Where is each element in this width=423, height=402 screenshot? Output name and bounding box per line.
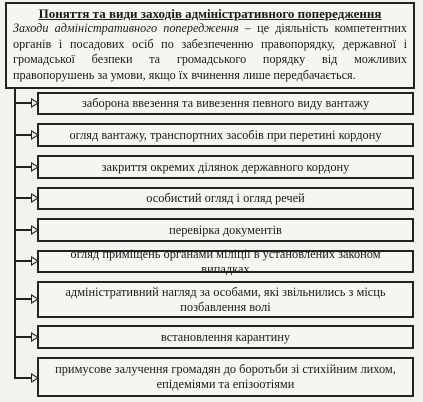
definition-term: Заходи адміністративного попередження [13,21,239,35]
item-box-2 [37,123,414,147]
arrow-5 [14,229,37,231]
arrow-7 [14,298,37,300]
item-box-3 [37,155,414,179]
item-box-5 [37,218,414,242]
connector-spine [14,89,16,378]
definition-text [13,21,407,83]
item-box-1 [37,92,414,115]
diagram-title: Поняття та види заходів адміністративного попередження [38,6,382,21]
item-label-7: адміністративний нагляд за особами, які звільнились з місць позбавлення волі [65,284,386,314]
item-box-7 [37,281,414,318]
item-box-4 [37,187,414,210]
definition-box [5,2,415,89]
item-box-9 [37,357,414,397]
item-box-8 [37,325,414,349]
arrow-6 [14,260,37,262]
definition-body: – це діяльність компетентних органів і посадових осіб по забезпеченню правопорядку, державної і громадської безпеки та громадського порядку від можливих правопорушень за умови, якщо їх вчинення лише передбачається. [13,21,407,82]
arrow-9 [14,377,37,379]
item-label-4: особистий огляд і огляд речей [146,191,305,205]
item-label-2: огляд вантажу, транспортних засобів при перетині кордону [69,127,382,142]
arrow-1 [14,102,37,104]
arrow-8 [14,336,37,338]
arrow-2 [14,134,37,136]
item-label-8: встановлення карантину [160,329,291,344]
item-label-9: примусове залучення громадян до боротьби зі стихійним лихом, епідеміями та епізоотіями [55,362,396,391]
arrow-3 [14,166,37,168]
item-label-3: закриття окремих ділянок державного кордону [101,159,350,174]
arrow-4 [14,197,37,199]
item-label-1: заборона ввезення та вивезення певного виду вантажу [81,96,370,110]
item-box-6 [37,246,414,276]
item-label-5: перевірка документів [169,222,282,237]
item-label-6: огляд приміщень органами міліції в установлених законом випадках [70,246,381,276]
